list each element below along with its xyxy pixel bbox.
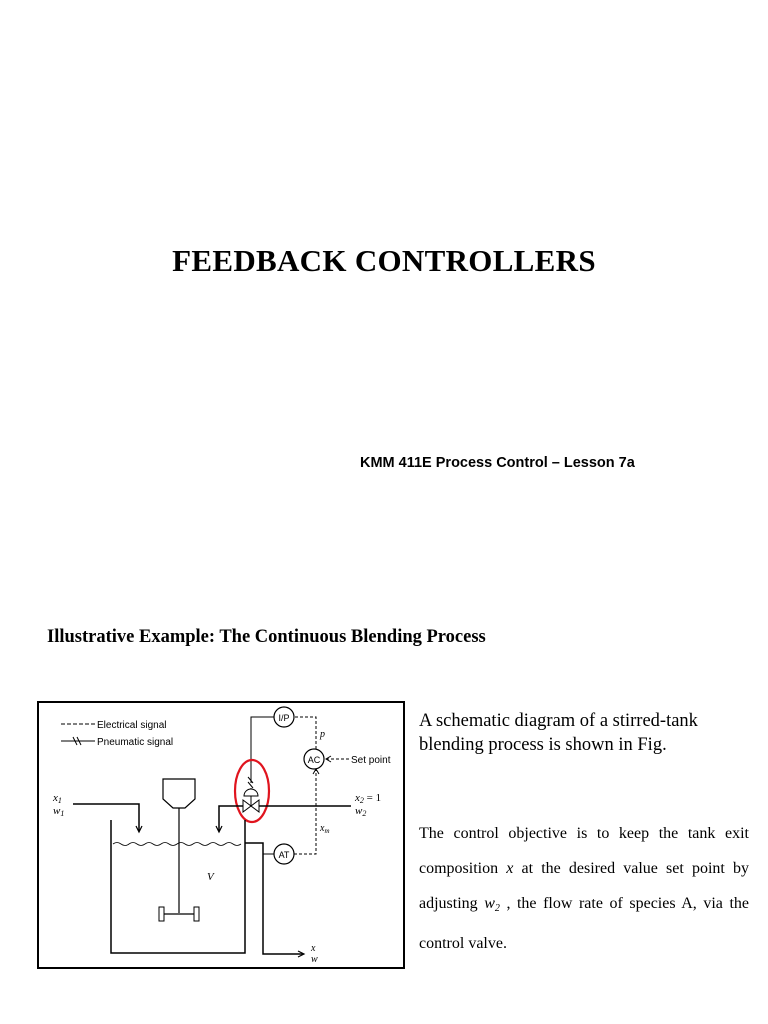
section-heading: Illustrative Example: The Continuous Blending Process xyxy=(47,627,486,647)
w-outlet-label: w xyxy=(311,954,318,965)
diagram-canvas xyxy=(39,703,403,967)
impeller-blade-right xyxy=(194,907,199,921)
valve-actuator xyxy=(244,789,258,796)
at-label: AT xyxy=(278,850,290,860)
x2-label: x2 = 1 xyxy=(355,792,382,805)
w1-label: w1 xyxy=(53,805,65,818)
x1-label: x1 xyxy=(53,792,62,805)
mixer-motor xyxy=(163,779,195,808)
tank-walls xyxy=(111,820,245,953)
legend-pneumatic-label: Pneumatic signal xyxy=(97,737,174,748)
ac-label: AC xyxy=(307,755,321,765)
ip-label: I/P xyxy=(278,713,290,723)
volume-label: V xyxy=(207,871,214,883)
x-outlet-label: x xyxy=(311,943,316,954)
slide-subtitle: KMM 411E Process Control – Lesson 7a xyxy=(360,455,635,471)
legend-electrical-label: Electrical signal xyxy=(97,720,167,731)
signal-ac-to-ip xyxy=(294,717,316,749)
control-objective-paragraph: The control objective is to keep the tank exit composition x at the desired value set point by adjusting $w_2$ , the flow rate of species A, via the control valve. xyxy=(419,825,750,952)
blending-process-diagram xyxy=(37,701,405,969)
valve-body-left xyxy=(243,800,251,812)
valve-body-right xyxy=(251,800,259,812)
impeller-blade-left xyxy=(159,907,164,921)
p-label: p xyxy=(320,729,325,740)
intro-paragraph: A schematic diagram of a stirred-tank blending process is shown in Fig. xyxy=(419,711,698,755)
xm-label: $x_m$ xyxy=(320,823,330,835)
signal-at-to-ac xyxy=(294,769,316,854)
w2-label: w2 xyxy=(355,805,367,818)
pneumatic-line xyxy=(251,717,274,783)
outlet-pipe xyxy=(245,843,303,954)
liquid-level xyxy=(113,843,241,846)
w1-inlet-pipe xyxy=(73,804,139,831)
slide-title: FEEDBACK CONTROLLERS xyxy=(172,243,596,278)
set-point-label: Set point xyxy=(351,755,391,766)
